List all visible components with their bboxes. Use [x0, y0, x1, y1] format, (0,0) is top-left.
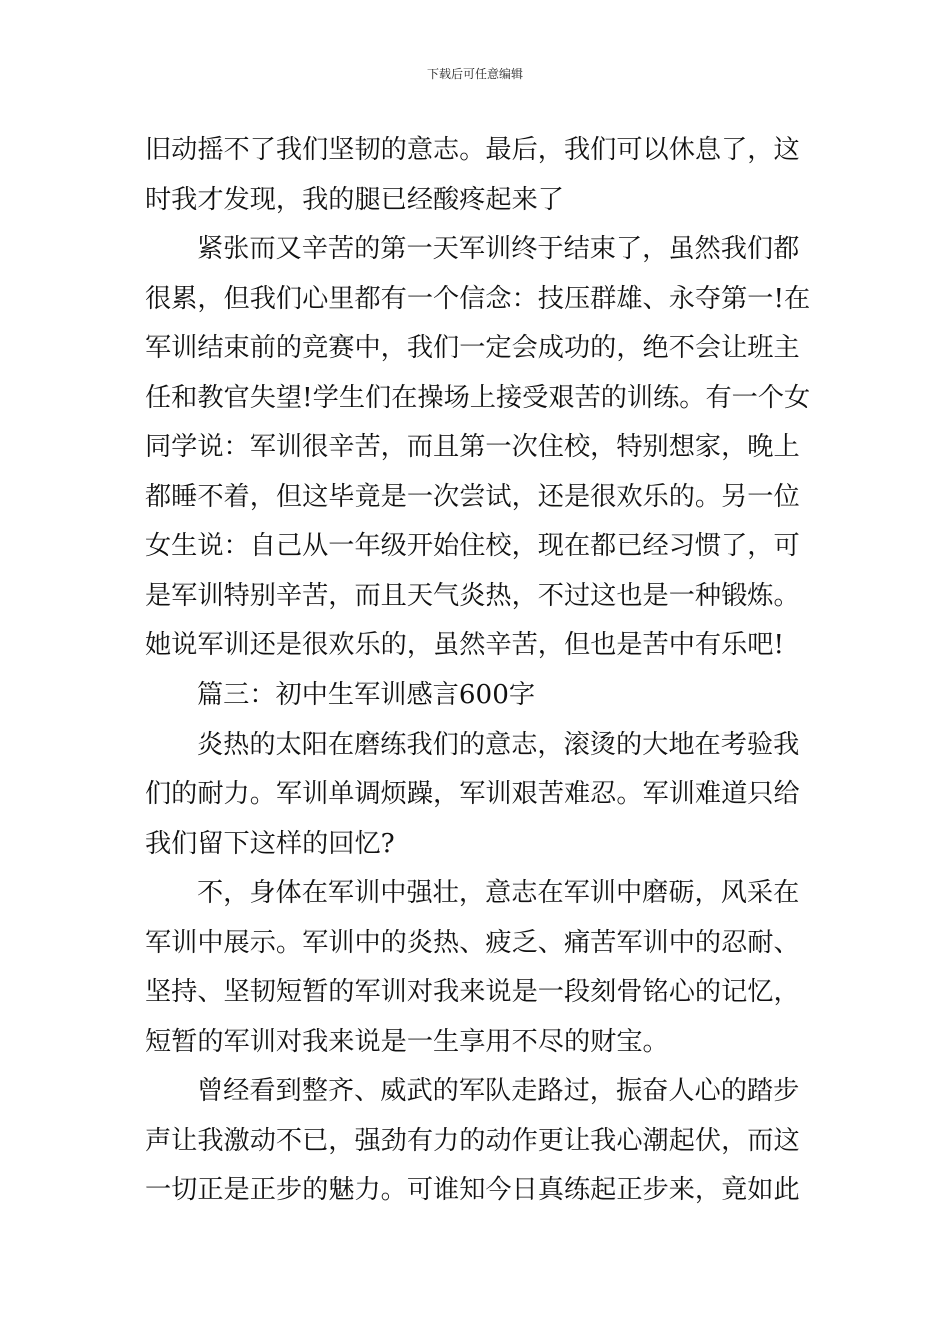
document-body [145, 126, 810, 1216]
page-header-note: 下载后可任意编辑 [426, 67, 523, 81]
text-line: 们的耐力。军训单调烦躁，军训艰苦难忍。军训难道只给 [145, 779, 800, 810]
text-line: 军训结束前的竞赛中，我们一定会成功的，绝不会让班主 [145, 333, 800, 364]
text-line: 同学说：军训很辛苦，而且第一次住校，特别想家，晚上 [145, 432, 800, 463]
text-line: 短暂的军训对我来说是一生享用不尽的财宝。 [145, 1026, 669, 1057]
text-line: 我们留下这样的回忆? [145, 828, 395, 859]
text-line: 任和教官失望!学生们在操场上接受艰苦的训练。有一个女 [145, 382, 810, 413]
text-line: 是军训特别辛苦，而且天气炎热，不过这也是一种锻炼。 [145, 580, 800, 611]
text-line: 旧动摇不了我们坚韧的意志。最后，我们可以休息了，这 [145, 135, 800, 165]
paragraph-first-line: 炎热的太阳在磨练我们的意志，滚烫的大地在考验我 [197, 729, 800, 760]
text-line: 时我才发现，我的腿已经酸疼起来了 [145, 184, 564, 215]
text-line: 军训中展示。军训中的炎热、疲乏、痛苦军训中的忍耐、 [145, 927, 800, 958]
text-line: 声让我激动不已，强劲有力的动作更让我心潮起伏，而这 [145, 1125, 800, 1156]
paragraph-first-line: 紧张而又辛苦的第一天军训终于结束了，虽然我们都 [197, 234, 800, 265]
paragraph-first-line: 曾经看到整齐、威武的军队走路过，振奋人心的踏步 [197, 1076, 800, 1107]
text-line: 她说军训还是很欢乐的，虽然辛苦，但也是苦中有乐吧! [145, 630, 785, 661]
text-line: 坚持、坚韧短暂的军训对我来说是一段刻骨铭心的记忆， [145, 977, 800, 1008]
paragraph-first-line: 不，身体在军训中强壮，意志在军训中磨砺，风采在 [197, 878, 800, 909]
section-heading: 篇三：初中生军训感言600字 [197, 680, 536, 711]
text-line: 很累，但我们心里都有一个信念：技压群雄、永夺第一!在 [145, 283, 810, 314]
text-line: 都睡不着，但这毕竟是一次尝试，还是很欢乐的。另一位 [145, 481, 800, 512]
text-line: 一切正是正步的魅力。可谁知今日真练起正步来，竟如此 [145, 1175, 800, 1206]
text-line: 女生说：自己从一年级开始住校，现在都已经习惯了，可 [145, 531, 800, 562]
